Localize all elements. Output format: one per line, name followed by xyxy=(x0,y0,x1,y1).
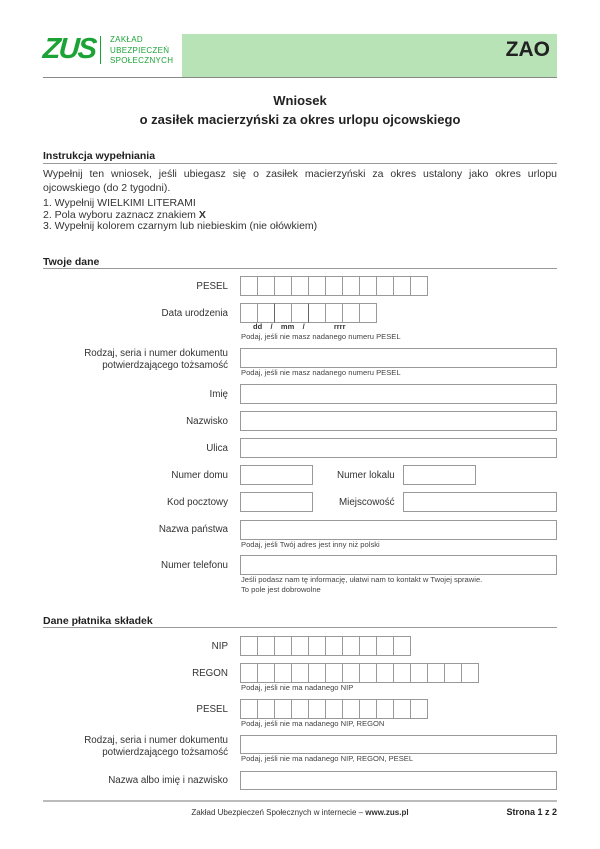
digit-cell[interactable] xyxy=(274,699,292,719)
city-input[interactable] xyxy=(403,492,557,512)
digit-cell[interactable] xyxy=(257,636,275,656)
footer-link[interactable]: www.zus.pl xyxy=(365,808,409,817)
instruction-item: 2. Pola wyboru zaznacz znakiem X xyxy=(43,208,206,221)
digit-cell[interactable] xyxy=(359,699,377,719)
digit-cell[interactable] xyxy=(393,636,411,656)
digit-cell[interactable] xyxy=(376,276,394,296)
digit-cell[interactable] xyxy=(325,636,343,656)
digit-cell[interactable] xyxy=(274,276,292,296)
last-name-input[interactable] xyxy=(240,411,557,431)
page-title: Wniosek xyxy=(273,93,327,108)
footer-text: Zakład Ubezpieczeń Społecznych w internecie – www.zus.pl xyxy=(191,808,409,817)
digit-cell[interactable] xyxy=(308,699,326,719)
digit-cell[interactable] xyxy=(342,699,360,719)
id-document-label: Rodzaj, seria i numer dokumentu potwierdzającego tożsamość xyxy=(84,348,228,371)
digit-cell[interactable] xyxy=(308,636,326,656)
digit-cell[interactable] xyxy=(342,636,360,656)
phone-label: Numer telefonu xyxy=(161,560,228,571)
logo-line-1: ZAKŁAD xyxy=(110,35,143,44)
digit-cell[interactable] xyxy=(240,276,258,296)
logo-line-2: UBEZPIECZEŃ xyxy=(110,45,170,55)
digit-cell[interactable] xyxy=(393,663,411,683)
section-divider xyxy=(43,627,557,628)
digit-cell[interactable] xyxy=(291,303,309,323)
payer-pesel-label: PESEL xyxy=(196,704,228,715)
page-subtitle: o zasiłek macierzyński za okres urlopu ojcowskiego xyxy=(139,112,461,127)
birth-date-field[interactable] xyxy=(240,303,376,323)
zus-logo-mark: ZUS xyxy=(41,33,97,65)
digit-cell[interactable] xyxy=(461,663,479,683)
digit-cell[interactable] xyxy=(291,276,309,296)
digit-cell[interactable] xyxy=(240,699,258,719)
digit-cell[interactable] xyxy=(291,663,309,683)
digit-cell[interactable] xyxy=(359,303,377,323)
page-number: Strona 1 z 2 xyxy=(506,807,557,817)
instructions-heading: Instrukcja wypełniania xyxy=(43,150,156,162)
instructions-paragraph: Wypełnij ten wniosek, jeśli ubiegasz się o zasiłek macierzyński za okres ustalony jako okres urlopu ojcowskiego (do 2 tygodni). xyxy=(43,168,557,194)
regon-field[interactable] xyxy=(240,663,478,683)
apartment-number-input[interactable] xyxy=(403,465,476,485)
digit-cell[interactable] xyxy=(376,663,394,683)
country-input[interactable] xyxy=(240,520,557,540)
payer-id-document-hint: Podaj, jeśli nie ma nadanego NIP, REGON, PESEL xyxy=(241,754,414,763)
digit-cell[interactable] xyxy=(240,636,258,656)
country-label: Nazwa państwa xyxy=(158,524,228,535)
digit-cell[interactable] xyxy=(308,303,326,323)
digit-cell[interactable] xyxy=(444,663,462,683)
digit-cell[interactable] xyxy=(359,276,377,296)
digit-cell[interactable] xyxy=(291,699,309,719)
house-number-input[interactable] xyxy=(240,465,313,485)
digit-cell[interactable] xyxy=(240,663,258,683)
form-code: ZAO xyxy=(505,38,550,61)
payer-pesel-field[interactable] xyxy=(240,699,427,719)
your-data-heading: Twoje dane xyxy=(43,256,100,268)
digit-cell[interactable] xyxy=(410,276,428,296)
first-name-label: Imię xyxy=(209,389,228,400)
regon-label: REGON xyxy=(192,668,228,679)
digit-cell[interactable] xyxy=(376,699,394,719)
street-label: Ulica xyxy=(206,443,228,454)
digit-cell[interactable] xyxy=(257,699,275,719)
digit-cell[interactable] xyxy=(342,276,360,296)
nip-field[interactable] xyxy=(240,636,410,656)
pesel-label: PESEL xyxy=(196,281,228,292)
digit-cell[interactable] xyxy=(257,303,275,323)
footer-divider xyxy=(43,800,557,802)
header-divider xyxy=(43,77,557,78)
digit-cell[interactable] xyxy=(393,276,411,296)
street-input[interactable] xyxy=(240,438,557,458)
payer-pesel-hint: Podaj, jeśli nie ma nadanego NIP, REGON xyxy=(241,719,385,728)
first-name-input[interactable] xyxy=(240,384,557,404)
birth-date-label: Data urodzenia xyxy=(161,308,228,319)
header-band xyxy=(182,34,557,77)
digit-cell[interactable] xyxy=(325,663,343,683)
payer-data-heading: Dane płatnika składek xyxy=(43,615,153,627)
digit-cell[interactable] xyxy=(393,699,411,719)
regon-hint: Podaj, jeśli nie ma nadanego NIP xyxy=(241,683,354,692)
digit-cell[interactable] xyxy=(410,699,428,719)
digit-cell[interactable] xyxy=(274,303,292,323)
digit-cell[interactable] xyxy=(308,276,326,296)
digit-cell[interactable] xyxy=(342,303,360,323)
date-format-hint: dd / mm / rrrr xyxy=(253,322,346,331)
digit-cell[interactable] xyxy=(257,663,275,683)
digit-cell[interactable] xyxy=(325,276,343,296)
logo-separator xyxy=(100,36,101,64)
digit-cell[interactable] xyxy=(359,663,377,683)
digit-cell[interactable] xyxy=(325,303,343,323)
id-document-input[interactable] xyxy=(240,348,557,368)
digit-cell[interactable] xyxy=(342,663,360,683)
phone-input[interactable] xyxy=(240,555,557,575)
last-name-label: Nazwisko xyxy=(186,416,228,427)
payer-name-input[interactable] xyxy=(240,771,557,790)
apartment-number-label: Numer lokalu xyxy=(337,470,395,481)
logo-line-3: SPOŁECZNYCH xyxy=(110,56,174,65)
phone-hint: Jeśli podasz nam tę informację, ułatwi nam to kontakt w Twojej sprawie. To pole jest dobrowolne xyxy=(241,575,483,594)
id-document-hint: Podaj, jeśli nie masz nadanego numeru PESEL xyxy=(241,368,401,377)
nip-label: NIP xyxy=(211,641,228,652)
birth-date-hint: Podaj, jeśli nie masz nadanego numeru PESEL xyxy=(241,332,401,341)
country-hint: Podaj, jeśli Twój adres jest inny niż polski xyxy=(241,540,380,549)
city-label: Miejscowość xyxy=(339,497,395,508)
instruction-item: 3. Wypełnij kolorem czarnym lub niebieskim (nie ołówkiem) xyxy=(43,220,318,232)
pesel-field[interactable] xyxy=(240,276,427,296)
instruction-item: 1. Wypełnij WIELKIMI LITERAMI xyxy=(43,197,196,209)
digit-cell[interactable] xyxy=(410,663,428,683)
digit-cell[interactable] xyxy=(291,636,309,656)
postal-code-label: Kod pocztowy xyxy=(167,497,228,508)
x-mark: X xyxy=(198,208,206,221)
postal-code-input[interactable] xyxy=(240,492,313,512)
digit-cell[interactable] xyxy=(325,699,343,719)
payer-name-label: Nazwa albo imię i nazwisko xyxy=(108,775,228,786)
section-divider xyxy=(43,268,557,269)
digit-cell[interactable] xyxy=(359,636,377,656)
digit-cell[interactable] xyxy=(376,636,394,656)
payer-id-document-label: Rodzaj, seria i numer dokumentu potwierdzającego tożsamość xyxy=(84,735,228,758)
section-divider xyxy=(43,163,557,164)
digit-cell[interactable] xyxy=(427,663,445,683)
digit-cell[interactable] xyxy=(308,663,326,683)
digit-cell[interactable] xyxy=(274,636,292,656)
instructions-list xyxy=(43,198,317,233)
payer-id-document-input[interactable] xyxy=(240,735,557,754)
logo-text xyxy=(110,35,173,67)
digit-cell[interactable] xyxy=(240,303,258,323)
digit-cell[interactable] xyxy=(257,276,275,296)
digit-cell[interactable] xyxy=(274,663,292,683)
house-number-label: Numer domu xyxy=(171,470,228,481)
